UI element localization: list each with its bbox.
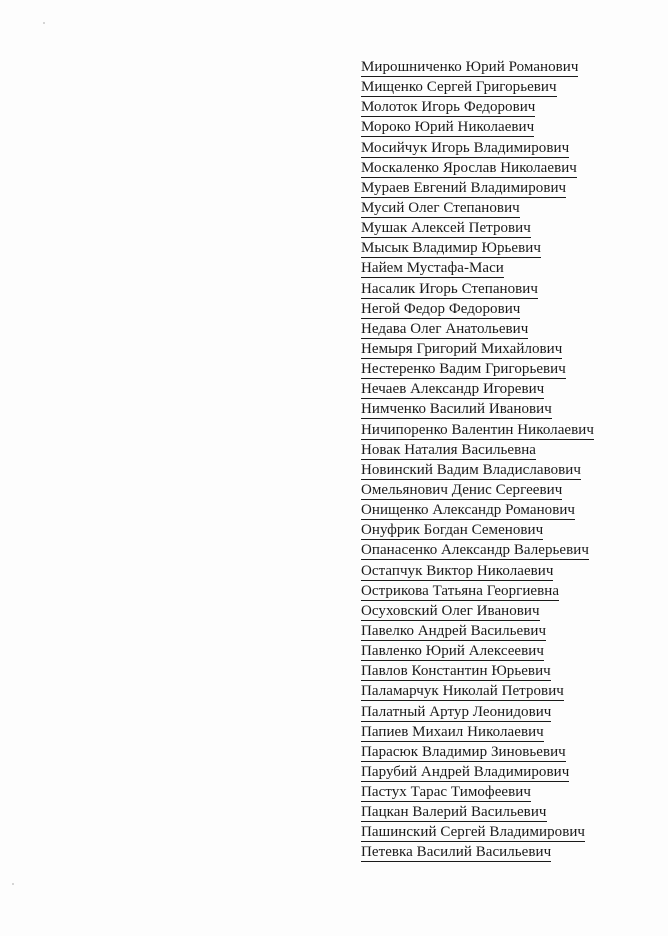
list-item	[361, 299, 594, 319]
name-text: Петевка Василий Васильевич	[361, 844, 552, 861]
list-item	[361, 601, 594, 621]
list-item	[361, 661, 594, 681]
name-text: Мищенко Сергей Григорьевич	[361, 79, 557, 96]
name-text: Немыря Григорий Михайлович	[361, 340, 563, 357]
list-item	[361, 399, 594, 419]
list-item	[361, 722, 594, 742]
name-text: Насалик Игорь Степанович	[361, 280, 538, 297]
name-text: Паламарчук Николай Петрович	[361, 683, 564, 700]
list-item	[361, 57, 594, 77]
name-text: Пашинский Сергей Владимирович	[361, 824, 586, 841]
list-item	[361, 158, 594, 178]
name-text: Найем Мустафа-Маси	[361, 260, 504, 277]
name-text: Опанасенко Александр Валерьевич	[361, 542, 589, 559]
list-item	[361, 681, 594, 701]
list-item	[361, 742, 594, 762]
name-text: Нечаев Александр Игоревич	[361, 381, 545, 398]
name-text: Мураев Евгений Владимирович	[361, 179, 567, 196]
name-text: Ничипоренко Валентин Николаевич	[361, 421, 594, 438]
name-text: Москаленко Ярослав Николаевич	[361, 159, 577, 176]
list-item	[361, 198, 594, 218]
name-text: Мосийчук Игорь Владимирович	[361, 139, 570, 156]
list-item	[361, 822, 594, 842]
name-text: Онищенко Александр Романович	[361, 502, 576, 519]
list-item	[361, 842, 594, 862]
name-text: Молоток Игорь Федорович	[361, 99, 536, 116]
name-text: Онуфрик Богдан Семенович	[361, 522, 544, 539]
list-item	[361, 238, 594, 258]
name-text: Мушак Алексей Петрович	[361, 220, 531, 237]
list-item	[361, 540, 594, 560]
list-item	[361, 379, 594, 399]
list-item	[361, 279, 594, 299]
name-text: Острикова Татьяна Георгиевна	[361, 582, 560, 599]
name-text: Палатный Артур Леонидович	[361, 703, 552, 720]
list-item	[361, 500, 594, 520]
list-item	[361, 258, 594, 278]
list-item	[361, 97, 594, 117]
name-text: Негой Федор Федорович	[361, 300, 521, 317]
name-text: Нимченко Василий Иванович	[361, 401, 552, 418]
list-item	[361, 440, 594, 460]
name-text: Мусий Олег Степанович	[361, 199, 520, 216]
list-item	[361, 319, 594, 339]
scan-speck	[43, 22, 45, 24]
name-text: Мирошниченко Юрий Романович	[361, 59, 579, 75]
list-item	[361, 520, 594, 540]
name-text: Новак Наталия Васильевна	[361, 441, 537, 458]
name-text: Парасюк Владимир Зиновьевич	[361, 743, 566, 760]
name-text: Пацкан Валерий Васильевич	[361, 804, 547, 821]
list-item	[361, 460, 594, 480]
name-text: Павленко Юрий Алексеевич	[361, 643, 544, 660]
name-text: Парубий Андрей Владимирович	[361, 763, 570, 780]
name-text: Мороко Юрий Николаевич	[361, 119, 535, 136]
list-item	[361, 359, 594, 379]
name-text: Новинский Вадим Владиславович	[361, 461, 581, 478]
name-text: Мысык Владимир Юрьевич	[361, 240, 541, 257]
list-item	[361, 782, 594, 802]
list-item	[361, 77, 594, 97]
name-text: Недава Олег Анатольевич	[361, 320, 529, 337]
list-item	[361, 339, 594, 359]
name-text: Осуховский Олег Иванович	[361, 602, 540, 619]
name-text: Павлов Константин Юрьевич	[361, 663, 551, 680]
list-item	[361, 581, 594, 601]
list-item	[361, 480, 594, 500]
name-text: Пастух Тарас Тимофеевич	[361, 784, 531, 801]
list-item	[361, 621, 594, 641]
list-item	[361, 641, 594, 661]
list-item	[361, 218, 594, 238]
name-text: Папиев Михаил Николаевич	[361, 723, 544, 740]
scan-speck	[12, 883, 14, 885]
list-item	[361, 762, 594, 782]
list-item	[361, 117, 594, 137]
list-item	[361, 802, 594, 822]
list-item	[361, 702, 594, 722]
name-text: Нестеренко Вадим Григорьевич	[361, 361, 566, 378]
list-item	[361, 138, 594, 158]
name-text: Остапчук Виктор Николаевич	[361, 562, 554, 579]
list-item	[361, 420, 594, 440]
list-item	[361, 561, 594, 581]
list-item	[361, 178, 594, 198]
name-text: Омельянович Денис Сергеевич	[361, 481, 563, 498]
name-text: Павелко Андрей Васильевич	[361, 622, 547, 639]
deputy-name-list	[361, 57, 594, 863]
